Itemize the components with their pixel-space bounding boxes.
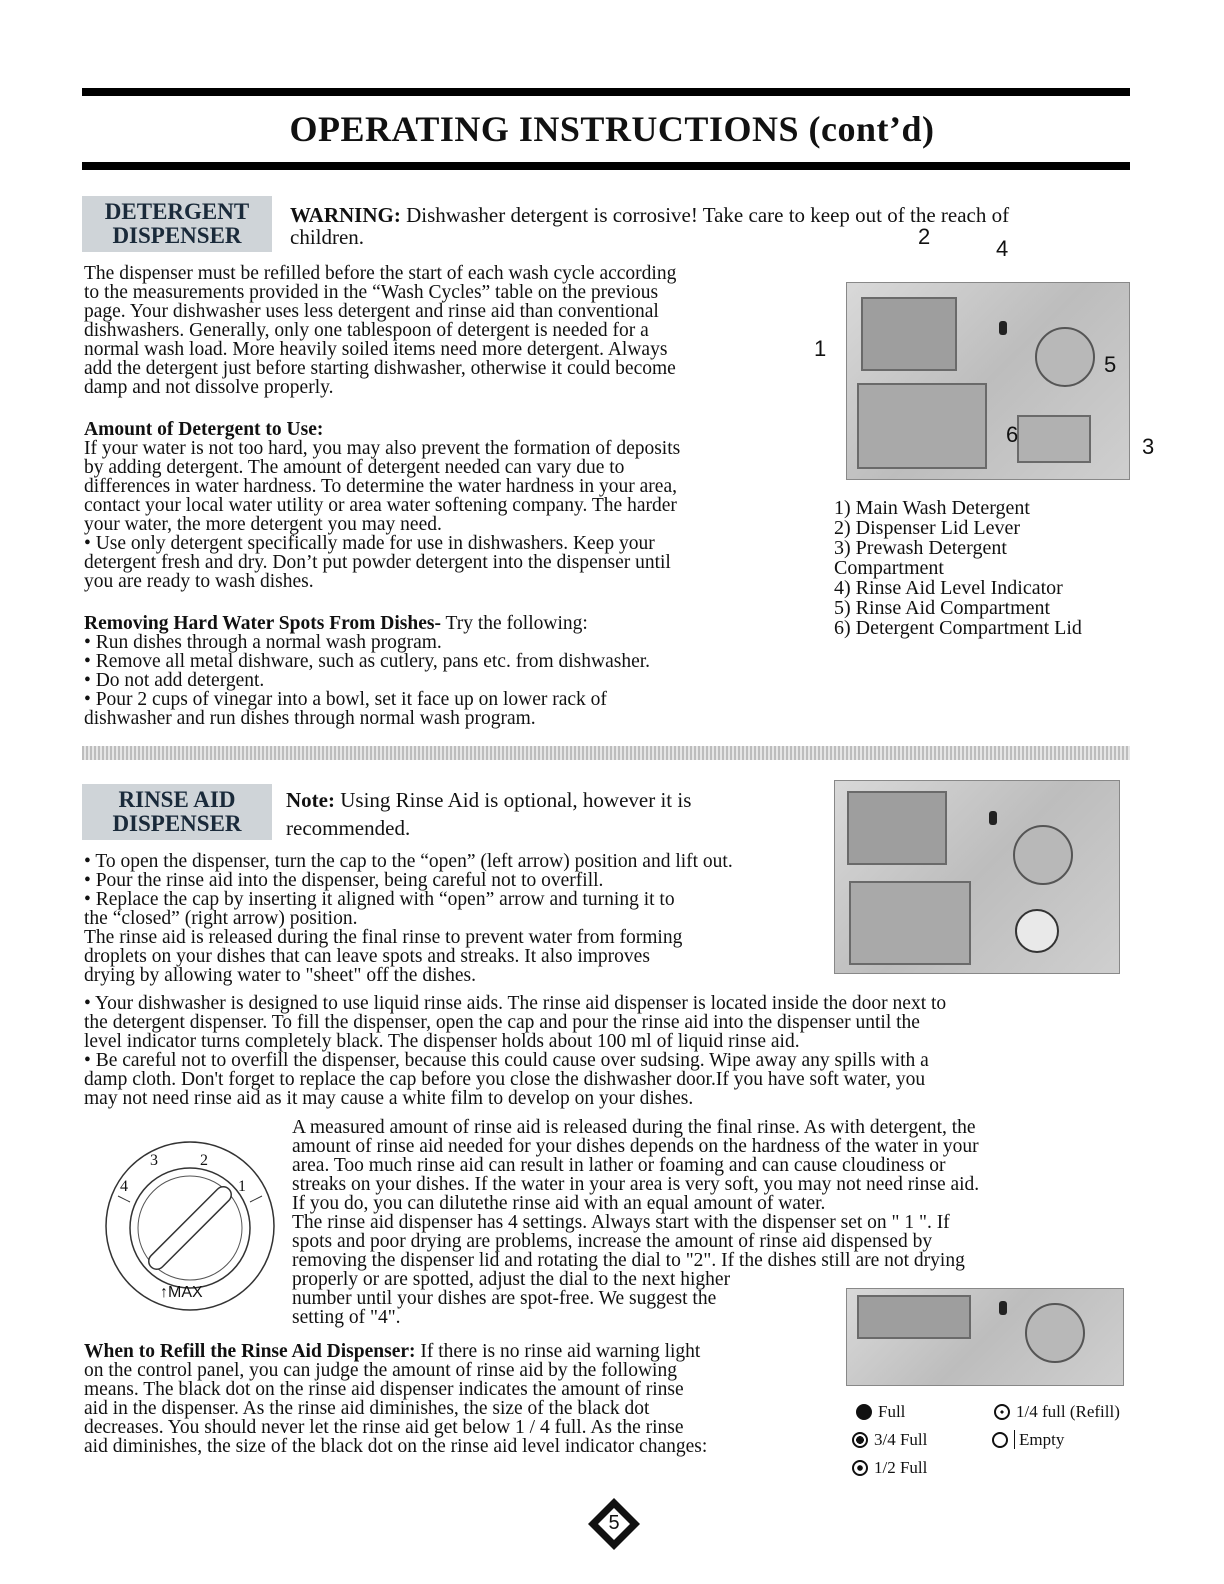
hard-water-spots: Removing Hard Water Spots From Dishes- Try the following: • Run dishes through a normal wash program. • Remove all metal dishware, such as cutlery, pans etc. from dishwasher. • Do not add detergent. • Pour 2 cups of vinegar into a bowl, set it face up on lower rack of dishwasher and run dishes through normal wash program. [84, 613, 651, 729]
amount-heading: Amount of Detergent to Use: [84, 419, 324, 440]
detergent-intro: The dispenser must be refilled before the start of each wash cycle according to the measurements provided in the “Wash Cycles” table on the previous page. Your dishwasher uses less detergent and rinse aid than conventional dishwashers. Generally, only one tablespoon of detergent is needed for a normal wash load. More heavily soiled items need more detergent. Always add the detergent just before starting dishwasher, otherwise it could become damp and not dissolve properly. [84, 263, 677, 398]
rinse-refill: When to Refill the Rinse Aid Dispenser: If there is no rinse aid warning light on the control panel, you can judge the amount of rinse aid by the following means. The black dot on the rinse aid dispenser indicates the amount of rinse aid in the dispenser. As the rinse aid diminishes, the size of the black dot decreases. You should never let the rinse aid get below 1 / 4 full. As the rinse aid diminishes, the size of the black dot on the rinse aid level indicator changes: [84, 1341, 708, 1457]
rinse-note: Note: Using Rinse Aid is optional, however it is recommended. [286, 788, 692, 840]
callout-6: 6 [1006, 422, 1019, 447]
level-full: Full [856, 1402, 905, 1422]
level-empty: Empty [992, 1430, 1064, 1450]
parts-list [834, 498, 1134, 638]
rinse-dispenser-photo [834, 780, 1120, 974]
rinse-steps: • To open the dispenser, turn the cap to the “open” (left arrow) position and lift out. • Pour the rinse aid into the dispenser, being careful not to overfill. • Replace the cap by inserting it aligned with “open” arrow and turning it to the “closed” (right arrow) position. The rinse aid is released during the final rinse to prevent water from forming droplets on your dishes that can leave spots and streaks. It also improves drying by allowing water to "sheet" off the dishes. [84, 851, 733, 986]
title-rule [82, 162, 1130, 170]
top-rule [82, 88, 1130, 96]
rinse-indicator-photo [846, 1288, 1124, 1386]
dispenser-photo [814, 224, 1155, 478]
dial-label-max: ↑MAX [160, 1284, 203, 1301]
callout-2: 2 [918, 224, 931, 249]
rinse-full-width: • Your dishwasher is designed to use liquid rinse aids. The rinse aid dispenser is located inside the door next to the detergent dispenser. To fill the dispenser, open the cap and pour the rinse aid into the dispenser until the level indicator turns completely black. The dispenser holds about 100 ml of liquid rinse aid. • Be careful not to overfill the dispenser, because this could cause over sudsing. Wipe away any spills with a damp cloth. Don't forget to replace the cap before you close the dishwasher door.If you have soft water, you may not need rinse aid as it may cause a white film to develop on your dishes. [84, 993, 947, 1109]
empty-dot-icon [992, 1432, 1008, 1448]
callout-4: 4 [996, 236, 1009, 261]
rinse-section-label: RINSE AID DISPENSER [82, 784, 272, 840]
level-three-quarter: 3/4 Full [852, 1430, 927, 1450]
callout-3: 3 [1142, 434, 1155, 459]
page-number-badge: 5 [584, 1494, 644, 1554]
level-half: 1/2 Full [852, 1458, 927, 1478]
quarter-dot-icon [994, 1404, 1010, 1420]
refill-heading: When to Refill the Rinse Aid Dispenser: [84, 1341, 416, 1362]
list-item: 6) Detergent Compartment Lid [834, 617, 1082, 639]
list-item: 4) Rinse Aid Level Indicator [834, 577, 1063, 599]
dial-label-3: 3 [150, 1152, 158, 1169]
callout-1: 1 [814, 336, 827, 361]
dial-label-4: 4 [120, 1178, 128, 1195]
dial-label-2: 2 [200, 1152, 208, 1169]
list-item: Compartment [834, 557, 944, 579]
list-item: 5) Rinse Aid Compartment [834, 597, 1051, 619]
three-quarter-dot-icon [852, 1432, 868, 1448]
amount-of-detergent: Amount of Detergent to Use: If your water is not too hard, you may also prevent the formation of deposits by adding detergent. The amount of detergent needed can vary due to differences in water hardness. To determine the water hardness in your area, contact your local water utility or area water softening company. The harder your water, the more detergent you may need. • Use only detergent specifically made for use in dishwashers. Keep your detergent fresh and dry. Don’t put powder detergent into the dispenser until you are ready to wash dishes. [84, 420, 814, 591]
detergent-warning: WARNING: Dishwasher detergent is corrosive! Take care to keep out of the reach of children. [290, 203, 1010, 249]
list-item: 1) Main Wash Detergent [834, 497, 1030, 519]
detergent-section-label: DETERGENT DISPENSER [82, 196, 272, 252]
section-divider [82, 746, 1130, 760]
full-dot-icon [856, 1404, 872, 1420]
page-title: OPERATING INSTRUCTIONS (cont’d) [289, 109, 935, 149]
list-item: 3) Prewash Detergent [834, 537, 1007, 559]
list-item: 2) Dispenser Lid Lever [834, 517, 1021, 539]
dial-label-1: 1 [238, 1178, 246, 1195]
rinse-dial-text: A measured amount of rinse aid is released during the final rinse. As with detergent, the amount of rinse aid needed for your dishes depends on the hardness of the water in your area. Too much rinse aid can result in lather or foaming and can cause cloudiness or streaks on your dishes. If the water in your area is very soft, you may not need rinse aid. If you do, you can dilutethe rinse aid with an equal amount of water. The rinse aid dispenser has 4 settings. Always start with the dispenser set on " 1 ". If spots and poor drying are problems, increase the amount of rinse aid dispensed by removing the dispenser lid and rotating the dial to "2". If the dishes still are not drying properly or are spotted, adjust the dial to the next higher number until your dishes are spot-free. We suggest the setting of "4". [292, 1117, 980, 1328]
level-quarter: 1/4 full (Refill) [994, 1402, 1120, 1422]
half-dot-icon [852, 1460, 868, 1476]
spots-heading: Removing Hard Water Spots From Dishes- [84, 613, 441, 634]
rinse-dial-illustration [100, 1136, 280, 1316]
callout-5: 5 [1104, 352, 1117, 377]
